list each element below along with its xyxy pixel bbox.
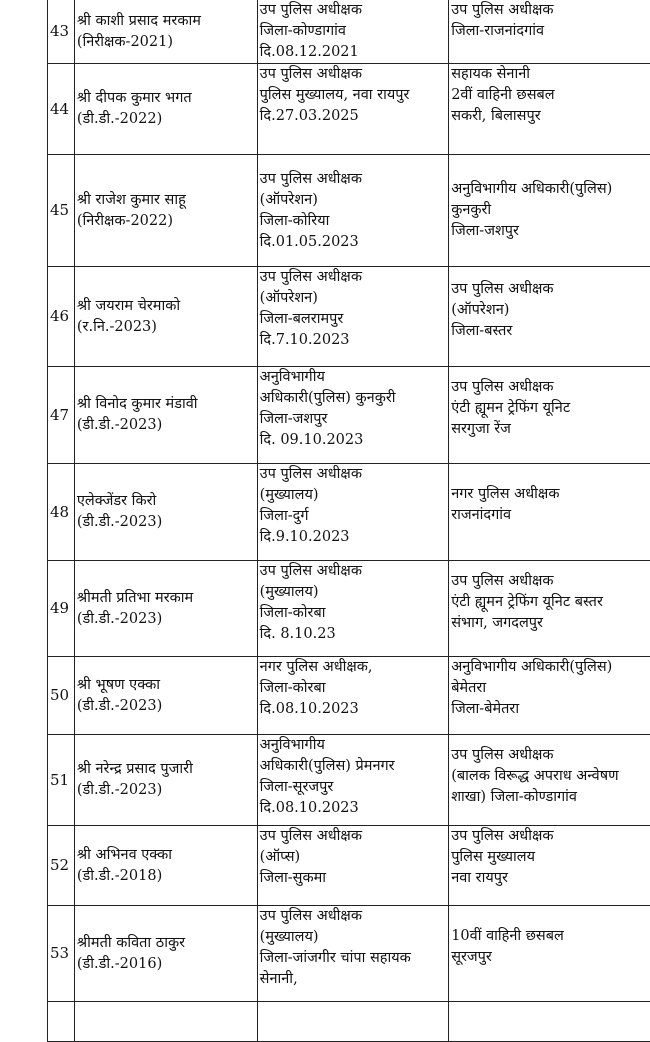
from-line: (ऑप्स) bbox=[260, 847, 447, 868]
table-row bbox=[48, 367, 650, 464]
to-line: (बालक विरूद्ध अपराध अन्वेषण bbox=[451, 766, 648, 787]
row-number: 46 bbox=[48, 267, 75, 367]
name-line: एलेक्जेंडर किरो bbox=[77, 491, 255, 512]
from-line: उप पुलिस अधीक्षक bbox=[260, 64, 447, 85]
name-line: श्री विनोद कुमार मंडावी bbox=[77, 394, 255, 415]
table-row bbox=[48, 267, 650, 367]
name-line: श्री दीपक कुमार भगत bbox=[77, 88, 255, 109]
from-line: सेनानी, bbox=[260, 969, 447, 990]
table-row bbox=[48, 1002, 650, 1042]
to-line: बेमेतरा bbox=[451, 678, 648, 699]
officer-name bbox=[74, 367, 257, 464]
from-line: दि.7.10.2023 bbox=[260, 330, 447, 351]
new-posting bbox=[449, 561, 650, 657]
table-row bbox=[48, 826, 650, 906]
table-row bbox=[48, 735, 650, 826]
from-line: दि.08.10.2023 bbox=[260, 798, 447, 819]
name-line: श्री भूषण एक्का bbox=[77, 675, 255, 696]
name-line: (डी.डी.-2018) bbox=[77, 866, 255, 887]
to-line: उप पुलिस अधीक्षक bbox=[451, 377, 648, 398]
to-line: कुनकुरी bbox=[451, 200, 648, 221]
row-number: 44 bbox=[48, 64, 75, 155]
row-number: 53 bbox=[48, 906, 75, 1002]
to-line: सहायक सेनानी bbox=[451, 64, 648, 85]
current-posting bbox=[257, 906, 449, 1002]
to-line: उप पुलिस अधीक्षक bbox=[451, 745, 648, 766]
officer-name bbox=[74, 906, 257, 1002]
new-posting bbox=[449, 906, 650, 1002]
from-line: जिला-जशपुर bbox=[260, 409, 447, 430]
from-line: उप पुलिस अधीक्षक bbox=[260, 561, 447, 582]
from-line: दि.08.10.2023 bbox=[260, 699, 447, 720]
to-line: राजनांदगांव bbox=[451, 505, 648, 526]
current-posting bbox=[257, 657, 449, 735]
current-posting bbox=[257, 561, 449, 657]
to-line: सूरजपुर bbox=[451, 947, 648, 968]
row-number: 49 bbox=[48, 561, 75, 657]
to-line: जिला-राजनांदगांव bbox=[451, 21, 648, 42]
from-line: दि. 8.10.23 bbox=[260, 624, 447, 645]
name-line: (डी.डी.-2023) bbox=[77, 780, 255, 801]
officer-name-empty bbox=[74, 1002, 257, 1042]
officer-name bbox=[74, 826, 257, 906]
current-posting bbox=[257, 64, 449, 155]
name-line: (डी.डी.-2016) bbox=[77, 954, 255, 975]
from-line: उप पुलिस अधीक्षक bbox=[260, 0, 447, 21]
transfer-table bbox=[47, 0, 650, 1042]
officer-name bbox=[74, 464, 257, 561]
row-number: 47 bbox=[48, 367, 75, 464]
to-line: अनुविभागीय अधिकारी(पुलिस) bbox=[451, 657, 648, 678]
current-posting bbox=[257, 0, 449, 64]
name-line: श्रीमती कविता ठाकुर bbox=[77, 933, 255, 954]
new-posting-empty bbox=[449, 1002, 650, 1042]
from-line: (मुख्यालय) bbox=[260, 582, 447, 603]
row-number-empty bbox=[48, 1002, 75, 1042]
to-line: उप पुलिस अधीक्षक bbox=[451, 279, 648, 300]
new-posting bbox=[449, 155, 650, 267]
table-row bbox=[48, 464, 650, 561]
transfer-table-body bbox=[48, 0, 650, 1042]
from-line: दि.08.12.2021 bbox=[260, 42, 447, 63]
table-row bbox=[48, 64, 650, 155]
new-posting bbox=[449, 367, 650, 464]
from-line: पुलिस मुख्यालय, नवा रायपुर bbox=[260, 85, 447, 106]
from-line: जिला-कोरबा bbox=[260, 603, 447, 624]
from-line: उप पुलिस अधीक्षक bbox=[260, 267, 447, 288]
to-line: सकरी, बिलासपुर bbox=[451, 106, 648, 127]
name-line: (डी.डी.-2023) bbox=[77, 415, 255, 436]
officer-name bbox=[74, 561, 257, 657]
name-line: श्री काशी प्रसाद मरकाम bbox=[77, 11, 255, 32]
from-line: अधिकारी(पुलिस) कुनकुरी bbox=[260, 388, 447, 409]
name-line: (र.नि.-2023) bbox=[77, 317, 255, 338]
name-line: श्री राजेश कुमार साहू bbox=[77, 190, 255, 211]
table-row bbox=[48, 561, 650, 657]
from-line: (मुख्यालय) bbox=[260, 485, 447, 506]
current-posting bbox=[257, 464, 449, 561]
to-line: उप पुलिस अधीक्षक bbox=[451, 826, 648, 847]
new-posting bbox=[449, 464, 650, 561]
name-line: (डी.डी.-2023) bbox=[77, 609, 255, 630]
new-posting bbox=[449, 657, 650, 735]
name-line: (निरीक्षक-2022) bbox=[77, 211, 255, 232]
from-line: उप पुलिस अधीक्षक bbox=[260, 906, 447, 927]
from-line: जिला-कोण्डागांव bbox=[260, 21, 447, 42]
row-number: 51 bbox=[48, 735, 75, 826]
from-line: जिला-कोरबा bbox=[260, 678, 447, 699]
from-line: जिला-जांजगीर चांपा सहायक bbox=[260, 948, 447, 969]
row-number: 48 bbox=[48, 464, 75, 561]
row-number: 52 bbox=[48, 826, 75, 906]
from-line: (मुख्यालय) bbox=[260, 927, 447, 948]
table-row bbox=[48, 906, 650, 1002]
from-line: नगर पुलिस अधीक्षक, bbox=[260, 657, 447, 678]
officer-name bbox=[74, 735, 257, 826]
to-line: नवा रायपुर bbox=[451, 868, 648, 889]
officer-name bbox=[74, 0, 257, 64]
to-line: संभाग, जगदलपुर bbox=[451, 613, 648, 634]
name-line: श्रीमती प्रतिभा मरकाम bbox=[77, 588, 255, 609]
to-line: उप पुलिस अधीक्षक bbox=[451, 571, 648, 592]
from-line: अनुविभागीय bbox=[260, 367, 447, 388]
from-line: दि.9.10.2023 bbox=[260, 527, 447, 548]
new-posting bbox=[449, 64, 650, 155]
table-row bbox=[48, 155, 650, 267]
name-line: (डी.डी.-2022) bbox=[77, 109, 255, 130]
row-number: 45 bbox=[48, 155, 75, 267]
to-line: शाखा) जिला-कोण्डागांव bbox=[451, 787, 648, 808]
name-line: (डी.डी.-2023) bbox=[77, 512, 255, 533]
officer-name bbox=[74, 267, 257, 367]
to-line: उप पुलिस अधीक्षक bbox=[451, 0, 648, 21]
from-line: जिला-सुकमा bbox=[260, 868, 447, 889]
current-posting bbox=[257, 155, 449, 267]
from-line: दि. 09.10.2023 bbox=[260, 430, 447, 451]
current-posting bbox=[257, 267, 449, 367]
to-line: पुलिस मुख्यालय bbox=[451, 847, 648, 868]
officer-name bbox=[74, 64, 257, 155]
table-row bbox=[48, 0, 650, 64]
new-posting bbox=[449, 267, 650, 367]
from-line: उप पुलिस अधीक्षक bbox=[260, 826, 447, 847]
from-line: जिला-बलरामपुर bbox=[260, 309, 447, 330]
to-line: 2वीं वाहिनी छसबल bbox=[451, 85, 648, 106]
from-line: जिला-सूरजपुर bbox=[260, 777, 447, 798]
to-line: अनुविभागीय अधिकारी(पुलिस) bbox=[451, 179, 648, 200]
name-line: (निरीक्षक-2021) bbox=[77, 32, 255, 53]
from-line: जिला-कोरिया bbox=[260, 211, 447, 232]
from-line: जिला-दुर्ग bbox=[260, 506, 447, 527]
to-line: एंटी ह्यूमन ट्रेफिंग यूनिट बस्तर bbox=[451, 592, 648, 613]
to-line: (ऑपरेशन) bbox=[451, 300, 648, 321]
row-number: 50 bbox=[48, 657, 75, 735]
current-posting bbox=[257, 367, 449, 464]
name-line: श्री जयराम चेरमाको bbox=[77, 296, 255, 317]
new-posting bbox=[449, 0, 650, 64]
to-line: सरगुजा रेंज bbox=[451, 419, 648, 440]
from-line: उप पुलिस अधीक्षक bbox=[260, 169, 447, 190]
new-posting bbox=[449, 735, 650, 826]
name-line: श्री नरेन्द्र प्रसाद पुजारी bbox=[77, 759, 255, 780]
current-posting bbox=[257, 826, 449, 906]
to-line: जिला-बस्तर bbox=[451, 321, 648, 342]
from-line: (ऑपरेशन) bbox=[260, 288, 447, 309]
to-line: एंटी ह्यूमन ट्रेफिंग यूनिट bbox=[451, 398, 648, 419]
new-posting bbox=[449, 826, 650, 906]
from-line: दि.27.03.2025 bbox=[260, 106, 447, 127]
from-line: (ऑपरेशन) bbox=[260, 190, 447, 211]
from-line: अधिकारी(पुलिस) प्रेमनगर bbox=[260, 756, 447, 777]
current-posting-empty bbox=[257, 1002, 449, 1042]
from-line: दि.01.05.2023 bbox=[260, 232, 447, 253]
officer-name bbox=[74, 155, 257, 267]
to-line: 10वीं वाहिनी छसबल bbox=[451, 926, 648, 947]
to-line: जिला-जशपुर bbox=[451, 221, 648, 242]
from-line: उप पुलिस अधीक्षक bbox=[260, 464, 447, 485]
current-posting bbox=[257, 735, 449, 826]
name-line: (डी.डी.-2023) bbox=[77, 696, 255, 717]
name-line: श्री अभिनव एक्का bbox=[77, 845, 255, 866]
officer-name bbox=[74, 657, 257, 735]
to-line: नगर पुलिस अधीक्षक bbox=[451, 484, 648, 505]
from-line: अनुविभागीय bbox=[260, 735, 447, 756]
table-row bbox=[48, 657, 650, 735]
row-number: 43 bbox=[48, 0, 75, 64]
to-line: जिला-बेमेतरा bbox=[451, 699, 648, 720]
